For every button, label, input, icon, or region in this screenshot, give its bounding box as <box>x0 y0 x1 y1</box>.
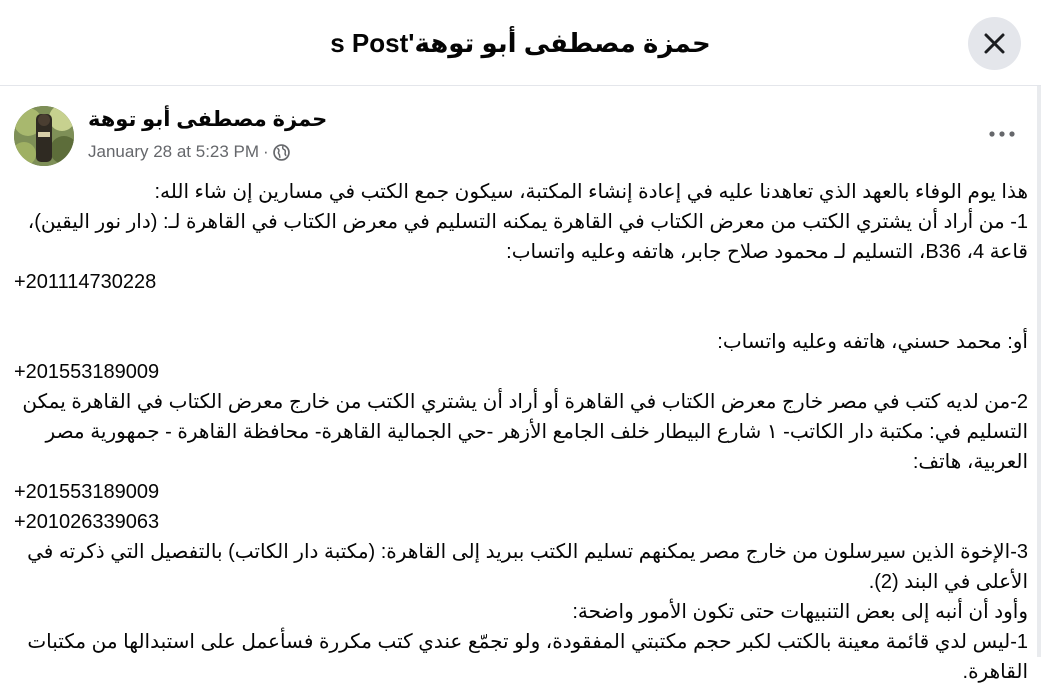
dialog-title: حمزة مصطفى أبو توهة's Post <box>330 28 711 58</box>
avatar[interactable] <box>14 106 74 166</box>
scrollbar-track[interactable] <box>1037 86 1041 657</box>
phone-number: +201114730228 <box>14 271 157 293</box>
post-line: وأود أن أنبه إلى بعض التنبيهات حتى تكون الأمور واضحة: <box>572 601 1028 623</box>
close-icon <box>982 31 1007 56</box>
post-line: 1-ليس لدي قائمة معينة بالكتب لكبر حجم مكتبتي المفقودة، ولو تجمّع عندي كتب مكررة فسأعمل على استبدالها من مكتبات القاهرة. <box>27 631 1028 683</box>
phone-number: +201553189009 <box>14 481 160 503</box>
phone-number: +201553189009 <box>14 361 160 383</box>
post-line: أو: محمد حسني، هاتفه وعليه واتساب: <box>717 331 1028 353</box>
post-line: 2-من لديه كتب في مصر خارج معرض الكتاب في القاهرة أو أراد أن يشتري الكتب من خارج معرض الكتاب في القاهرة يمكن التسليم في: مكتبة دار الكاتب- ١ شارع البيطار خلف الجامع الأزهر -حي الجمالية القاهرة- محافظة القاهرة - جمهورية مصر العربية، هاتف: <box>22 391 1028 473</box>
avatar-image <box>14 106 74 166</box>
more-horizontal-icon <box>980 118 1024 150</box>
phone-number: +201026339063 <box>14 511 160 533</box>
post-line: 1- من أراد أن يشتري الكتب من معرض الكتاب في القاهرة يمكنه التسليم في معرض الكتاب في القاهرة لـ: (دار نور اليقين)، قاعة 4، B36، التسليم لـ محمود صلاح جابر، هاتفه وعليه واتساب: <box>27 211 1028 263</box>
post-message <box>14 177 1028 687</box>
close-button[interactable] <box>968 17 1021 70</box>
post-line: هذا يوم الوفاء بالعهد الذي تعاهدنا عليه في إعادة إنشاء المكتبة، سيكون جمع الكتب في مسارين إن شاء الله: <box>154 181 1028 203</box>
post-timestamp[interactable]: January 28 at 5:23 PM <box>88 142 260 161</box>
post-meta <box>88 140 290 164</box>
meta-separator: · <box>263 142 269 161</box>
paragraph-gap <box>14 297 1028 327</box>
post-line: 3-الإخوة الذين سيرسلون من خارج مصر يمكنهم تسليم الكتب ببريد إلى القاهرة: (مكتبة دار الكاتب) بالتفصيل التي ذكرته في الأعلى في البند (2). <box>27 541 1028 593</box>
post-dialog-header <box>0 0 1041 86</box>
more-options-button[interactable] <box>980 118 1024 150</box>
author-name[interactable]: حمزة مصطفى أبو توهة <box>88 108 328 131</box>
globe-icon[interactable] <box>273 144 290 161</box>
